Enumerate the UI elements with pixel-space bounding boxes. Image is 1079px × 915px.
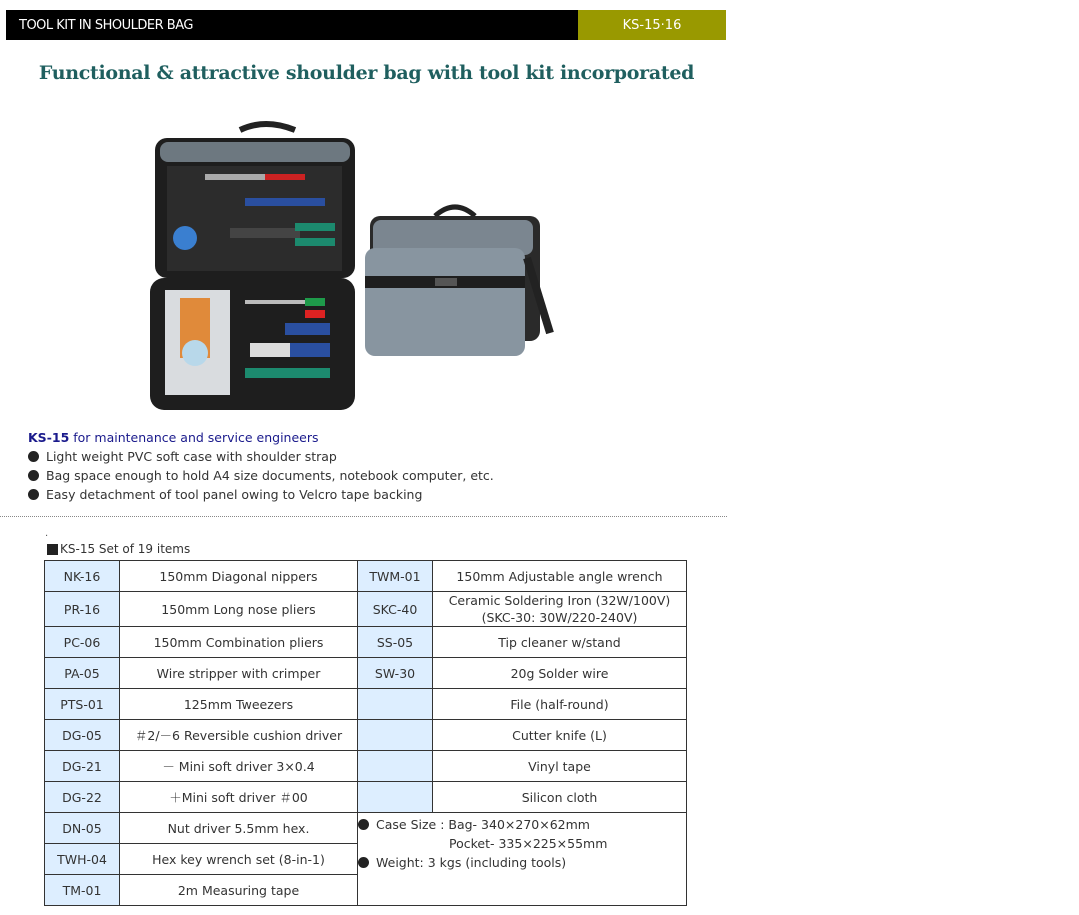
item-code: PC-06: [45, 627, 120, 658]
item-name: ＋Mini soft driver ＃00: [120, 782, 358, 813]
item-name: 2m Measuring tape: [120, 875, 358, 906]
bullet-icon: [28, 451, 39, 462]
table-row: [45, 751, 687, 782]
item-code: [358, 751, 433, 782]
item-code: NK-16: [45, 561, 120, 592]
item-code: DG-22: [45, 782, 120, 813]
item-name: 125mm Tweezers: [120, 689, 358, 720]
feature-bullet: [28, 466, 494, 485]
set-title-text: KS-15 Set of 19 items: [60, 542, 191, 556]
item-name: [433, 592, 687, 627]
spec-text: Case Size : Bag- 340×270×62mm: [376, 817, 590, 832]
intro-model: KS-15: [28, 430, 70, 445]
item-name: 150mm Diagonal nippers: [120, 561, 358, 592]
item-code: TWH-04: [45, 844, 120, 875]
table-row: [45, 813, 687, 844]
item-code: [358, 689, 433, 720]
item-code: TM-01: [45, 875, 120, 906]
table-row: [45, 689, 687, 720]
item-name: 150mm Long nose pliers: [120, 592, 358, 627]
item-name-line2: (SKC-30: 30W/220-240V): [481, 610, 638, 625]
item-code: PR-16: [45, 592, 120, 627]
header-bar: [6, 10, 726, 40]
item-name: 150mm Combination pliers: [120, 627, 358, 658]
item-name: － Mini soft driver 3×0.4: [120, 751, 358, 782]
spec-weight: [358, 853, 686, 872]
product-photo: [145, 118, 555, 418]
item-code: [358, 720, 433, 751]
marker-dot: .: [45, 528, 49, 539]
intro-section: [28, 428, 494, 504]
item-code: DG-21: [45, 751, 120, 782]
item-name: Tip cleaner w/stand: [433, 627, 687, 658]
bullet-icon: [28, 470, 39, 481]
table-row: [45, 627, 687, 658]
intro-tagline: for maintenance and service engineers: [69, 430, 319, 445]
feature-bullet: [28, 485, 494, 504]
table-row: [45, 720, 687, 751]
item-name: Wire stripper with crimper: [120, 658, 358, 689]
item-code: DN-05: [45, 813, 120, 844]
page-headline: Functional & attractive shoulder bag with tool kit incorporated: [38, 62, 695, 84]
item-code: DG-05: [45, 720, 120, 751]
item-name: Vinyl tape: [433, 751, 687, 782]
specs-cell: [358, 813, 687, 906]
table-row: [45, 782, 687, 813]
table-row: [45, 561, 687, 592]
item-name: Cutter knife (L): [433, 720, 687, 751]
spec-text: Weight: 3 kgs (including tools): [376, 855, 567, 870]
item-name: Silicon cloth: [433, 782, 687, 813]
feature-bullet: [28, 447, 494, 466]
intro-heading: [28, 428, 494, 447]
feature-text: Bag space enough to hold A4 size documents, notebook computer, etc.: [46, 468, 494, 483]
item-name: ＃2/－6 Reversible cushion driver: [120, 720, 358, 751]
table-row: [45, 658, 687, 689]
item-code: SKC-40: [358, 592, 433, 627]
item-code: SS-05: [358, 627, 433, 658]
bullet-icon: [358, 819, 369, 830]
item-code: PA-05: [45, 658, 120, 689]
dotted-divider: [0, 516, 727, 517]
item-name: File (half-round): [433, 689, 687, 720]
item-name: 20g Solder wire: [433, 658, 687, 689]
spec-pocket-size: Pocket- 335×225×55mm: [449, 836, 608, 851]
item-code: SW-30: [358, 658, 433, 689]
set-title: [47, 542, 190, 556]
item-code: PTS-01: [45, 689, 120, 720]
header-title: TOOL KIT IN SHOULDER BAG: [6, 10, 578, 40]
item-name-line1: Ceramic Soldering Iron (32W/100V): [448, 593, 671, 608]
items-table: [44, 560, 687, 906]
item-code: [358, 782, 433, 813]
model-code-badge: KS-15·16: [578, 10, 726, 40]
spec-case-size: [358, 815, 686, 834]
square-bullet-icon: [47, 544, 58, 555]
item-code: TWM-01: [358, 561, 433, 592]
bullet-icon: [358, 857, 369, 868]
item-name: Hex key wrench set (8-in-1): [120, 844, 358, 875]
feature-text: Light weight PVC soft case with shoulder strap: [46, 449, 337, 464]
item-name: Nut driver 5.5mm hex.: [120, 813, 358, 844]
table-row: [45, 592, 687, 627]
feature-text: Easy detachment of tool panel owing to Velcro tape backing: [46, 487, 423, 502]
item-name: 150mm Adjustable angle wrench: [433, 561, 687, 592]
bullet-icon: [28, 489, 39, 500]
tool-bag-image: [145, 118, 555, 418]
